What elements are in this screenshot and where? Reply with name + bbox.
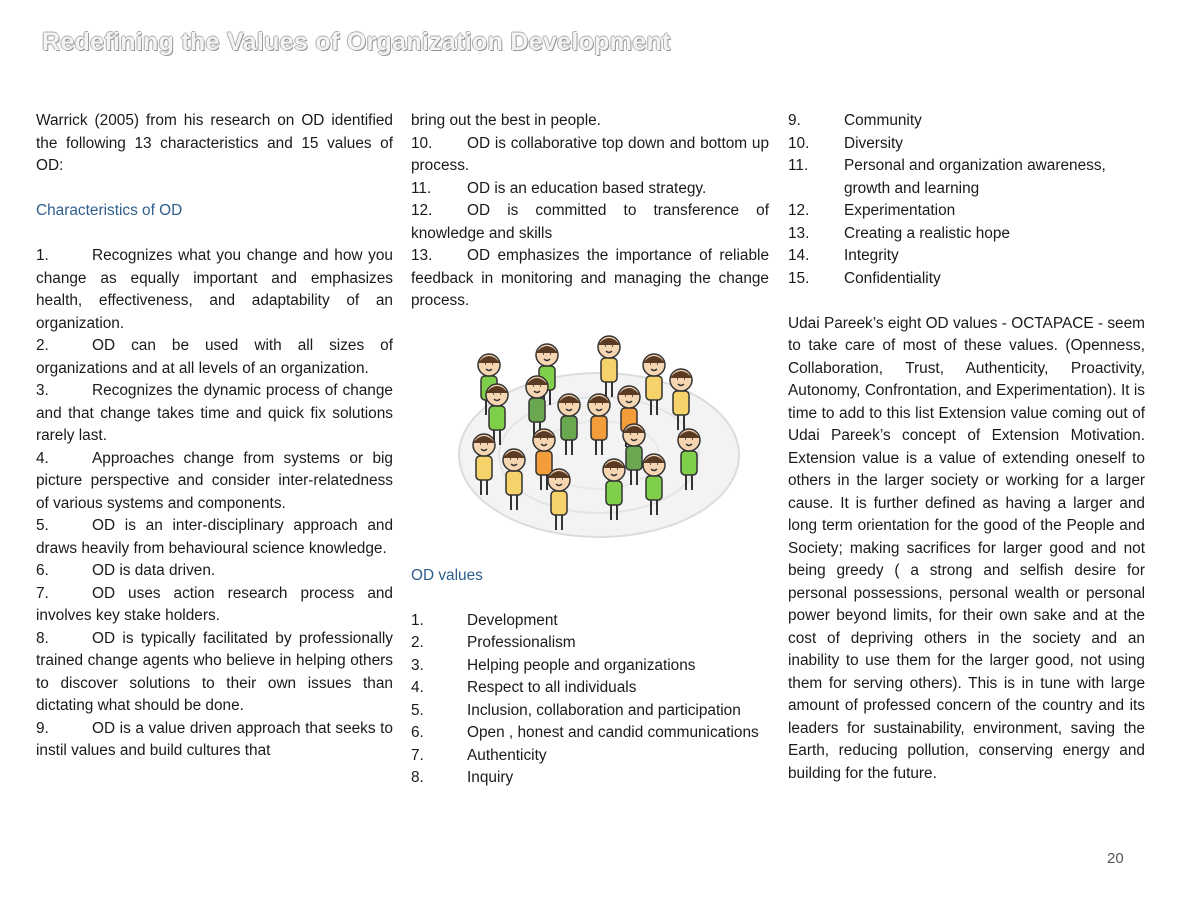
list-item: 5. OD is an inter-disciplinary approach and draws heavily from behavioural science knowledge. — [36, 517, 393, 557]
characteristics-heading: Characteristics of OD — [36, 202, 183, 219]
list-item: 11. Personal and organization awareness, growth and learning — [788, 157, 1106, 197]
list-item: 8. OD is typically facilitated by professionally trained change agents who believe in helping others to discover solutions to their own issues than dictating what should be done. — [36, 629, 393, 714]
values-heading: OD values — [411, 566, 483, 584]
column-left — [36, 110, 393, 763]
closing-paragraph: Udai Pareek’s eight OD values - OCTAPACE - seem to take care of most of these values. (Openness, Collaboration, Trust, Authenticity, Proactivity, Autonomy, Confrontation, and Experimentation). It is time to add to this list Extension value coming out of Udai Pareek’s concept of Extension Motivation. Extension value is a value of extending oneself to others in the larger society or working for a larger cause. It is further defined as having a larger and long term orientation for the good of the People and Society; making sacrifices for larger good and not being greedy ( a strong and selfish desire for personal possessions, personal wealth or personal power beyond limits, for their own sake and at the cost of depriving others in the society and an inability to use them for the larger good, not using them for serving others). This is in tune with large amount of professed concern of the country and its leaders for sustainability, environment, saving the Earth, reducing pollution, conserving energy and building for the future. — [788, 314, 1145, 782]
list-item: 9. Community — [788, 112, 922, 129]
list-item: 1. Development — [411, 611, 558, 629]
list-item: 5. Inclusion, collaboration and participation — [411, 701, 741, 719]
column-middle — [411, 110, 769, 790]
intro-paragraph: Warrick (2005) from his research on OD identified the following 13 characteristics and 15 values of OD: — [36, 112, 393, 174]
list-item: 13. Creating a realistic hope — [788, 224, 1010, 242]
list-item: 13. OD emphasizes the importance of reliable feedback in monitoring and managing the change process. — [411, 247, 769, 309]
continuation-text: bring out the best in people. — [411, 112, 601, 129]
people-group-illustration — [449, 325, 749, 550]
page-number: 20 — [1107, 850, 1124, 867]
list-item: 11. OD is an education based strategy. — [411, 179, 707, 197]
values-list — [411, 610, 769, 790]
list-item: 2. Professionalism — [411, 634, 576, 651]
list-item: 3. Helping people and organizations — [411, 656, 696, 674]
list-item: 3. Recognizes the dynamic process of change and that change takes time and quick fix solutions rarely last. — [36, 382, 393, 444]
list-item: 10. OD is collaborative top down and bottom up process. — [411, 134, 769, 174]
list-item: 10. Diversity — [788, 134, 903, 152]
list-item: 15. Confidentiality — [788, 269, 941, 287]
list-item: 7. Authenticity — [411, 746, 547, 764]
list-item: 9. OD is a value driven approach that seeks to instil values and build cultures that — [36, 719, 393, 759]
list-item: 12. OD is committed to transference of knowledge and skills — [411, 202, 769, 242]
list-item: 1. Recognizes what you change and how you change as equally important and emphasizes health, effectiveness, and adaptability of an organization. — [36, 247, 393, 332]
list-item: 12. Experimentation — [788, 202, 956, 219]
list-item: 7. OD uses action research process and involves key stake holders. — [36, 584, 393, 624]
values-list-continued — [788, 110, 1145, 290]
list-item: 8. Inquiry — [411, 769, 514, 786]
people-group-icon — [449, 325, 749, 550]
list-item: 4. Respect to all individuals — [411, 679, 637, 696]
list-item: 2. OD can be used with all sizes of organizations and at all levels of an organization. — [36, 337, 393, 377]
page-title: Redefining the Values of Organization Development — [42, 28, 671, 56]
list-item: 6. OD is data driven. — [36, 562, 216, 579]
list-item: 6. Open , honest and candid communications — [411, 724, 759, 741]
column-right — [788, 110, 1145, 785]
list-item: 4. Approaches change from systems or big picture perspective and consider inter-relatedness of various systems and components. — [36, 449, 393, 512]
list-item: 14. Integrity — [788, 247, 899, 264]
characteristics-list — [36, 245, 393, 763]
